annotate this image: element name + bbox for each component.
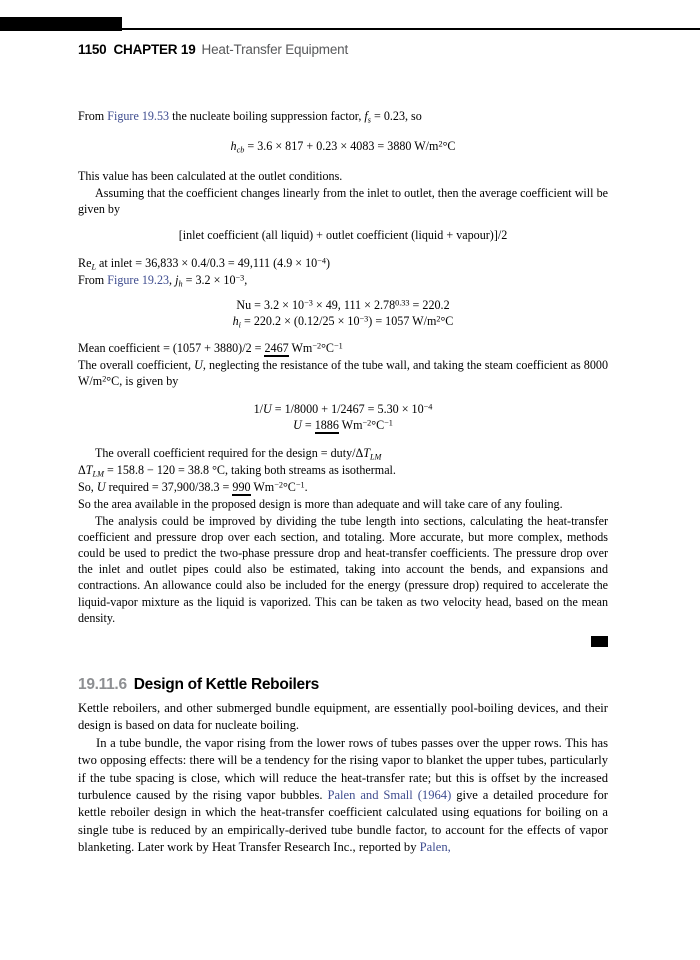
paragraph-average-coefficient: Assuming that the coefficient changes linearly from the inlet to outlet, then the average coefficient will be given by xyxy=(78,185,608,216)
line-delta-t-lm: $\Delta T_{LM} = 158.8 - 120 = 38.8$ °C, taking both streams as isothermal. xyxy=(78,462,396,478)
line-jh-factor: From Figure 19.23, $j_h = 3.2 \times 10^{-3}$, xyxy=(78,273,248,289)
palen-and-small-1964-link[interactable]: Palen and Small (1964) xyxy=(327,788,452,803)
page-header-band xyxy=(0,28,700,34)
header-black-tab xyxy=(0,17,122,31)
running-head xyxy=(78,42,348,57)
figure-19-23-link[interactable]: Figure 19.23 xyxy=(107,273,170,288)
mean-coefficient-value: 2467 xyxy=(264,340,289,355)
end-of-example-marker-icon xyxy=(591,636,608,647)
palen-link[interactable]: Palen, xyxy=(419,840,451,855)
text-tube-bundle-part-2: give a detailed procedure for kettle reboiler design in which the heat-transfer coefficient calculated using equations for boiling on a single tube is reduced by an empirically-derived tube bundle factor, to account for the effects of vapor blanketing. Later work by Heat Transfer Research Inc., reported by xyxy=(78,788,608,855)
line-area-adequate: So the area available in the proposed design is more than adequate and will take care of any fouling. xyxy=(78,496,563,511)
text-from: From xyxy=(78,109,108,123)
overall-u-value: 1886 xyxy=(314,418,339,433)
line-mean-coefficient: Mean coefficient = (1057 + 3880)/2 = 2467 $Wm^{-2}^\circ C^{-1}$ xyxy=(78,340,343,355)
page-folio: 1150 xyxy=(78,42,107,57)
paragraph-analysis-improvement: The analysis could be improved by dividing the tube length into sections, calculating the heat-transfer coefficient and pressure drop over each section, and totaling. More accurate, but more complex, methods could be used to predict the two-phase pressure drop and heat-transfer coefficients. The pressure drop over the inlet and outlet pipes could also be estimated, taking into account the bends, and expansions and contractions. An allowance could also be included for the energy (pressure drop) required to accelerate the liquid-vapor mixture as the liquid is vaporized. This can be taken as two velocity head, based on the mean density. xyxy=(78,513,608,625)
text-tube-bundle-part-1: In a tube bundle, the vapor rising from the lower rows of tubes passes over the upper rows. This has two opposing effects: there will be a tendency for the rising vapor to blanket the upper tubes, particularly if the tube spacing is close, which will reduce the heat-transfer rate; but this is offset by the increased turbulence caused by the rising vapor bubbles. xyxy=(78,735,608,803)
paragraph-outlet-conditions: This value has been calculated at the outlet conditions. xyxy=(78,169,343,184)
section-number: 19.11.6 xyxy=(78,676,127,693)
paragraph-tube-bundle xyxy=(78,735,608,857)
equation-u: U = 1886 $Wm^{-2}^\circ C^{-1}$ xyxy=(293,418,393,433)
figure-19-53-link[interactable]: Figure 19.53 xyxy=(107,109,170,123)
section-heading xyxy=(78,676,319,694)
line-required-coefficient: The overall coefficient required for the design = duty/$\Delta T_{LM}$ xyxy=(95,446,382,462)
line-u-required: So, U required = 37,900/38.3 = 990 $Wm^{-2}^\circ C^{-1}$. xyxy=(78,479,308,494)
chapter-title: Heat-Transfer Equipment xyxy=(201,42,348,57)
example-continuation-body xyxy=(78,108,608,626)
paragraph-overall-coefficient: The overall coefficient, U, neglecting the resistance of the tube wall, and taking the steam coefficient as 8000 $W/m^2^\circ C$, is given by xyxy=(78,357,608,388)
chapter-label: CHAPTER 19 xyxy=(113,42,196,57)
section-title: Design of Kettle Reboilers xyxy=(133,676,319,693)
line-reynolds-inlet: $Re_L$ at inlet = 36,833 × 0.4/0.3 = 49,111 $(4.9 \times 10^{-4})$ xyxy=(78,256,331,272)
equation-inverse-u: $1/U = 1/8000 + 1/2467 = 5.30 \times 10^{-4}$ xyxy=(253,402,433,417)
section-body xyxy=(78,700,608,857)
text-suppression-factor: the nucleate boiling suppression factor, $f_s = 0.23$, so xyxy=(169,109,422,125)
paragraph-kettle-reboilers-intro: Kettle reboilers, and other submerged bundle equipment, are essentially pool-boiling devices, and their design is based on data for nucleate boiling. xyxy=(78,701,608,733)
equation-average-coefficient: [inlet coefficient (all liquid) + outlet coefficient (liquid + vapour)]/2 xyxy=(178,228,508,243)
equation-hi: $h_i = 220.2 \times (0.12/25 \times 10^{-3}) = 1057$ $W/m^2^\circ C$ xyxy=(232,314,454,330)
equation-hcb: $h_{cb} = 3.6 \times 817 + 0.23 \times 4083 = 3880$ $W/m^2^\circ C$ xyxy=(230,139,456,155)
equation-nusselt: $Nu = 3.2 \times 10^{-3} \times 49$, $111 \times 2.78^{0.33} = 220.2$ xyxy=(236,298,450,313)
paragraph-suppression-factor xyxy=(78,108,608,124)
u-required-value: 990 xyxy=(232,479,251,494)
